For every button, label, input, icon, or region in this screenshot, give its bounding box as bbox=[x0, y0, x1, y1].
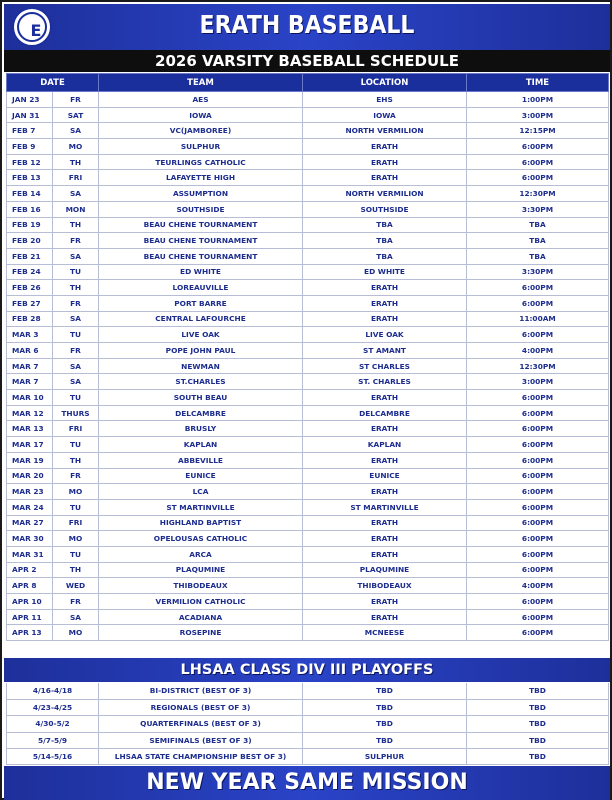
title-banner bbox=[4, 4, 610, 50]
game-day: TH bbox=[53, 452, 99, 468]
schedule-row bbox=[7, 327, 609, 343]
game-time: 4:00PM bbox=[467, 343, 609, 359]
game-time: TBA bbox=[467, 248, 609, 264]
game-date: JAN 23 bbox=[7, 92, 53, 108]
playoff-row bbox=[7, 716, 609, 732]
game-time: 6:00PM bbox=[467, 546, 609, 562]
playoff-location: TBD bbox=[303, 732, 467, 748]
game-date: FEB 20 bbox=[7, 233, 53, 249]
opponent-team: TEURLINGS CATHOLIC bbox=[99, 154, 303, 170]
column-header-date: DATE bbox=[7, 74, 99, 92]
game-location: ERATH bbox=[303, 170, 467, 186]
playoff-round: REGIONALS (BEST OF 3) bbox=[99, 699, 303, 715]
schedule-row bbox=[7, 625, 609, 641]
game-time: 11:00AM bbox=[467, 311, 609, 327]
schedule-row bbox=[7, 358, 609, 374]
opponent-team: SOUTHSIDE bbox=[99, 201, 303, 217]
schedule-body bbox=[7, 92, 609, 641]
game-date: FEB 16 bbox=[7, 201, 53, 217]
opponent-team: LOREAUVILLE bbox=[99, 280, 303, 296]
game-day: FRI bbox=[53, 421, 99, 437]
schedule-row bbox=[7, 405, 609, 421]
opponent-team: THIBODEAUX bbox=[99, 578, 303, 594]
game-date: APR 2 bbox=[7, 562, 53, 578]
opponent-team: LAFAYETTE HIGH bbox=[99, 170, 303, 186]
schedule-row bbox=[7, 186, 609, 202]
opponent-team: ST.CHARLES bbox=[99, 374, 303, 390]
game-day: SA bbox=[53, 374, 99, 390]
playoff-row bbox=[7, 732, 609, 748]
opponent-team: IOWA bbox=[99, 107, 303, 123]
game-time: 6:00PM bbox=[467, 499, 609, 515]
opponent-team: LCA bbox=[99, 484, 303, 500]
game-time: 6:00PM bbox=[467, 609, 609, 625]
game-date: MAR 24 bbox=[7, 499, 53, 515]
game-time: 12:30PM bbox=[467, 186, 609, 202]
game-location: EHS bbox=[303, 92, 467, 108]
schedule-row bbox=[7, 280, 609, 296]
playoff-time: TBD bbox=[467, 749, 609, 765]
game-date: MAR 3 bbox=[7, 327, 53, 343]
game-day: TH bbox=[53, 280, 99, 296]
opponent-team: SULPHUR bbox=[99, 139, 303, 155]
game-day: FR bbox=[53, 594, 99, 610]
game-date: APR 13 bbox=[7, 625, 53, 641]
game-time: 12:15PM bbox=[467, 123, 609, 139]
game-time: 6:00PM bbox=[467, 468, 609, 484]
game-day: THURS bbox=[53, 405, 99, 421]
schedule-subtitle: 2026 VARSITY BASEBALL SCHEDULE bbox=[4, 50, 610, 72]
game-day: TU bbox=[53, 390, 99, 406]
schedule-row bbox=[7, 531, 609, 547]
playoff-dates: 5/14-5/16 bbox=[7, 749, 99, 765]
schedule-row bbox=[7, 233, 609, 249]
game-date: FEB 9 bbox=[7, 139, 53, 155]
schedule-row bbox=[7, 374, 609, 390]
game-date: FEB 7 bbox=[7, 123, 53, 139]
game-location: ERATH bbox=[303, 594, 467, 610]
game-day: TH bbox=[53, 217, 99, 233]
opponent-team: ARCA bbox=[99, 546, 303, 562]
game-date: MAR 30 bbox=[7, 531, 53, 547]
game-location: DELCAMBRE bbox=[303, 405, 467, 421]
game-location: TBA bbox=[303, 233, 467, 249]
schedule-header-row bbox=[7, 74, 609, 92]
game-time: 1:00PM bbox=[467, 92, 609, 108]
game-date: MAR 23 bbox=[7, 484, 53, 500]
game-day: FR bbox=[53, 295, 99, 311]
game-date: MAR 17 bbox=[7, 437, 53, 453]
game-day: TH bbox=[53, 562, 99, 578]
opponent-team: ACADIANA bbox=[99, 609, 303, 625]
schedule-row bbox=[7, 123, 609, 139]
playoff-row bbox=[7, 749, 609, 765]
game-time: 6:00PM bbox=[467, 139, 609, 155]
game-date: APR 8 bbox=[7, 578, 53, 594]
opponent-team: ST MARTINVILLE bbox=[99, 499, 303, 515]
game-day: SA bbox=[53, 609, 99, 625]
opponent-team: BRUSLY bbox=[99, 421, 303, 437]
game-time: 6:00PM bbox=[467, 452, 609, 468]
opponent-team: EUNICE bbox=[99, 468, 303, 484]
game-time: 6:00PM bbox=[467, 421, 609, 437]
game-location: NORTH VERMILION bbox=[303, 123, 467, 139]
playoff-round: LHSAA STATE CHAMPIONSHIP BEST OF 3) bbox=[99, 749, 303, 765]
schedule-row bbox=[7, 343, 609, 359]
opponent-team: KAPLAN bbox=[99, 437, 303, 453]
opponent-team: LIVE OAK bbox=[99, 327, 303, 343]
opponent-team: VC(JAMBOREE) bbox=[99, 123, 303, 139]
game-day: FRI bbox=[53, 170, 99, 186]
game-day: SA bbox=[53, 311, 99, 327]
game-day: TH bbox=[53, 154, 99, 170]
schedule-row bbox=[7, 154, 609, 170]
game-date: MAR 6 bbox=[7, 343, 53, 359]
game-date: JAN 31 bbox=[7, 107, 53, 123]
schedule-row bbox=[7, 499, 609, 515]
game-date: APR 11 bbox=[7, 609, 53, 625]
opponent-team: ABBEVILLE bbox=[99, 452, 303, 468]
game-day: SA bbox=[53, 186, 99, 202]
opponent-team: BEAU CHENE TOURNAMENT bbox=[99, 248, 303, 264]
opponent-team: VERMILION CATHOLIC bbox=[99, 594, 303, 610]
game-location: MCNEESE bbox=[303, 625, 467, 641]
playoff-dates: 5/7-5/9 bbox=[7, 732, 99, 748]
game-location: TBA bbox=[303, 217, 467, 233]
game-date: MAR 20 bbox=[7, 468, 53, 484]
playoffs-table bbox=[6, 683, 609, 765]
playoff-dates: 4/23-4/25 bbox=[7, 699, 99, 715]
game-day: SA bbox=[53, 123, 99, 139]
game-date: FEB 19 bbox=[7, 217, 53, 233]
game-time: TBA bbox=[467, 217, 609, 233]
game-location: ST MARTINVILLE bbox=[303, 499, 467, 515]
playoff-time: TBD bbox=[467, 699, 609, 715]
schedule-row bbox=[7, 546, 609, 562]
game-day: MO bbox=[53, 625, 99, 641]
game-location: ERATH bbox=[303, 139, 467, 155]
opponent-team: ASSUMPTION bbox=[99, 186, 303, 202]
playoff-round: SEMIFINALS (BEST OF 3) bbox=[99, 732, 303, 748]
game-location: ERATH bbox=[303, 609, 467, 625]
game-date: FEB 27 bbox=[7, 295, 53, 311]
opponent-team: ED WHITE bbox=[99, 264, 303, 280]
game-location: ERATH bbox=[303, 280, 467, 296]
game-day: FR bbox=[53, 233, 99, 249]
game-date: MAR 19 bbox=[7, 452, 53, 468]
game-date: MAR 10 bbox=[7, 390, 53, 406]
game-time: 6:00PM bbox=[467, 170, 609, 186]
schedule-row bbox=[7, 452, 609, 468]
playoff-time: TBD bbox=[467, 716, 609, 732]
game-day: FRI bbox=[53, 515, 99, 531]
game-location: IOWA bbox=[303, 107, 467, 123]
playoff-location: TBD bbox=[303, 683, 467, 699]
game-location: EUNICE bbox=[303, 468, 467, 484]
game-date: FEB 13 bbox=[7, 170, 53, 186]
column-header-time: TIME bbox=[467, 74, 609, 92]
opponent-team: PORT BARRE bbox=[99, 295, 303, 311]
game-location: ERATH bbox=[303, 515, 467, 531]
game-location: KAPLAN bbox=[303, 437, 467, 453]
game-time: 6:00PM bbox=[467, 295, 609, 311]
game-location: PLAQUMINE bbox=[303, 562, 467, 578]
game-time: 6:00PM bbox=[467, 327, 609, 343]
game-location: LIVE OAK bbox=[303, 327, 467, 343]
opponent-team: AES bbox=[99, 92, 303, 108]
game-time: 6:00PM bbox=[467, 625, 609, 641]
schedule-table bbox=[6, 73, 609, 641]
playoff-round: QUARTERFINALS (BEST OF 3) bbox=[99, 716, 303, 732]
game-date: FEB 12 bbox=[7, 154, 53, 170]
game-location: ERATH bbox=[303, 546, 467, 562]
slogan-banner: NEW YEAR SAME MISSION bbox=[4, 766, 610, 800]
game-location: ST. CHARLES bbox=[303, 374, 467, 390]
opponent-team: HIGHLAND BAPTIST bbox=[99, 515, 303, 531]
playoffs-table-container bbox=[6, 683, 608, 765]
playoff-time: TBD bbox=[467, 683, 609, 699]
game-date: MAR 7 bbox=[7, 358, 53, 374]
game-day: FR bbox=[53, 468, 99, 484]
game-day: MON bbox=[53, 201, 99, 217]
schedule-table-container bbox=[6, 73, 608, 641]
schedule-row bbox=[7, 92, 609, 108]
playoff-time: TBD bbox=[467, 732, 609, 748]
game-day: SA bbox=[53, 248, 99, 264]
column-header-location: LOCATION bbox=[303, 74, 467, 92]
game-location: ERATH bbox=[303, 531, 467, 547]
opponent-team: OPELOUSAS CATHOLIC bbox=[99, 531, 303, 547]
game-location: ERATH bbox=[303, 295, 467, 311]
game-location: ERATH bbox=[303, 452, 467, 468]
game-day: WED bbox=[53, 578, 99, 594]
game-time: 6:00PM bbox=[467, 531, 609, 547]
opponent-team: SOUTH BEAU bbox=[99, 390, 303, 406]
schedule-row bbox=[7, 515, 609, 531]
game-location: ERATH bbox=[303, 390, 467, 406]
game-day: SA bbox=[53, 358, 99, 374]
game-time: 6:00PM bbox=[467, 562, 609, 578]
game-location: ERATH bbox=[303, 154, 467, 170]
playoff-round: BI-DISTRICT (BEST OF 3) bbox=[99, 683, 303, 699]
game-date: MAR 27 bbox=[7, 515, 53, 531]
schedule-row bbox=[7, 170, 609, 186]
schedule-row bbox=[7, 578, 609, 594]
game-date: MAR 13 bbox=[7, 421, 53, 437]
playoff-row bbox=[7, 683, 609, 699]
game-day: FR bbox=[53, 343, 99, 359]
opponent-team: NEWMAN bbox=[99, 358, 303, 374]
schedule-row bbox=[7, 139, 609, 155]
opponent-team: DELCAMBRE bbox=[99, 405, 303, 421]
schedule-row bbox=[7, 484, 609, 500]
game-date: MAR 31 bbox=[7, 546, 53, 562]
game-day: MO bbox=[53, 531, 99, 547]
schedule-row bbox=[7, 609, 609, 625]
schedule-row bbox=[7, 311, 609, 327]
opponent-team: ROSEPINE bbox=[99, 625, 303, 641]
game-date: FEB 14 bbox=[7, 186, 53, 202]
game-location: THIBODEAUX bbox=[303, 578, 467, 594]
game-day: FR bbox=[53, 92, 99, 108]
column-header-team: TEAM bbox=[99, 74, 303, 92]
game-location: ST CHARLES bbox=[303, 358, 467, 374]
schedule-row bbox=[7, 562, 609, 578]
game-time: 4:00PM bbox=[467, 578, 609, 594]
game-time: 6:00PM bbox=[467, 515, 609, 531]
game-time: TBA bbox=[467, 233, 609, 249]
opponent-team: POPE JOHN PAUL bbox=[99, 343, 303, 359]
game-time: 3:30PM bbox=[467, 201, 609, 217]
game-day: SAT bbox=[53, 107, 99, 123]
game-time: 6:00PM bbox=[467, 280, 609, 296]
game-time: 6:00PM bbox=[467, 154, 609, 170]
schedule-row bbox=[7, 201, 609, 217]
game-location: ERATH bbox=[303, 484, 467, 500]
schedule-row bbox=[7, 390, 609, 406]
game-date: FEB 28 bbox=[7, 311, 53, 327]
opponent-team: PLAQUMINE bbox=[99, 562, 303, 578]
game-time: 6:00PM bbox=[467, 437, 609, 453]
game-day: TU bbox=[53, 437, 99, 453]
playoff-location: SULPHUR bbox=[303, 749, 467, 765]
game-time: 6:00PM bbox=[467, 405, 609, 421]
game-time: 6:00PM bbox=[467, 390, 609, 406]
logo-letter: E bbox=[30, 21, 42, 40]
playoffs-banner: LHSAA CLASS DIV III PLAYOFFS bbox=[4, 658, 610, 682]
playoff-row bbox=[7, 699, 609, 715]
schedule-row bbox=[7, 248, 609, 264]
playoff-dates: 4/16-4/18 bbox=[7, 683, 99, 699]
game-time: 6:00PM bbox=[467, 594, 609, 610]
opponent-team: CENTRAL LAFOURCHE bbox=[99, 311, 303, 327]
game-time: 3:30PM bbox=[467, 264, 609, 280]
schedule-row bbox=[7, 217, 609, 233]
playoff-location: TBD bbox=[303, 699, 467, 715]
opponent-team: BEAU CHENE TOURNAMENT bbox=[99, 233, 303, 249]
game-date: MAR 7 bbox=[7, 374, 53, 390]
game-location: NORTH VERMILION bbox=[303, 186, 467, 202]
opponent-team: BEAU CHENE TOURNAMENT bbox=[99, 217, 303, 233]
game-day: MO bbox=[53, 484, 99, 500]
game-day: TU bbox=[53, 327, 99, 343]
game-location: ERATH bbox=[303, 421, 467, 437]
game-time: 6:00PM bbox=[467, 484, 609, 500]
game-location: ST AMANT bbox=[303, 343, 467, 359]
playoffs-body bbox=[7, 683, 609, 765]
schedule-row bbox=[7, 594, 609, 610]
playoff-dates: 4/30-5/2 bbox=[7, 716, 99, 732]
game-day: MO bbox=[53, 139, 99, 155]
schedule-row bbox=[7, 107, 609, 123]
game-date: FEB 24 bbox=[7, 264, 53, 280]
game-time: 3:00PM bbox=[467, 107, 609, 123]
game-date: MAR 12 bbox=[7, 405, 53, 421]
game-day: TU bbox=[53, 546, 99, 562]
game-date: APR 10 bbox=[7, 594, 53, 610]
schedule-row bbox=[7, 468, 609, 484]
schedule-row bbox=[7, 295, 609, 311]
game-date: FEB 21 bbox=[7, 248, 53, 264]
game-day: TU bbox=[53, 499, 99, 515]
schedule-row bbox=[7, 437, 609, 453]
game-time: 3:00PM bbox=[467, 374, 609, 390]
game-location: ED WHITE bbox=[303, 264, 467, 280]
schedule-row bbox=[7, 421, 609, 437]
game-date: FEB 26 bbox=[7, 280, 53, 296]
game-time: 12:30PM bbox=[467, 358, 609, 374]
playoff-location: TBD bbox=[303, 716, 467, 732]
game-location: ERATH bbox=[303, 311, 467, 327]
schedule-row bbox=[7, 264, 609, 280]
game-day: TU bbox=[53, 264, 99, 280]
game-location: SOUTHSIDE bbox=[303, 201, 467, 217]
page-title: ERATH BASEBALL bbox=[199, 10, 415, 39]
game-location: TBA bbox=[303, 248, 467, 264]
